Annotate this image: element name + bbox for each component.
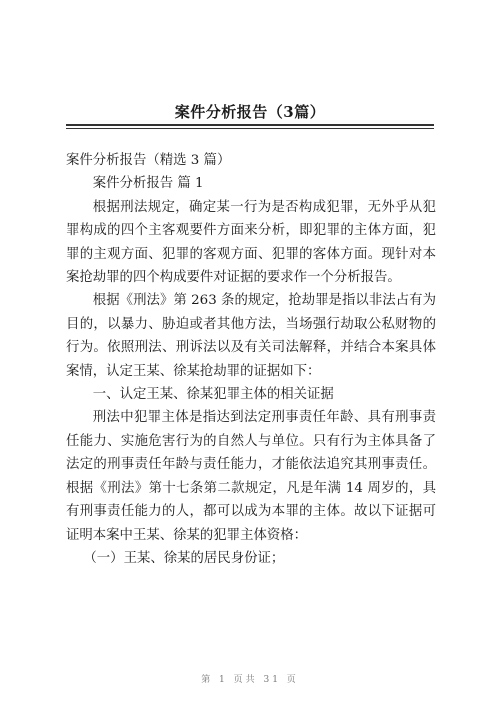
paragraph-3: 刑法中犯罪主体是指达到法定刑事责任年龄、具有刑事责任能力、实施危害行为的自然人与单位。只有行为主体具备了法定的刑事责任年龄与责任能力，才能依法追究其刑事责任。 根据《刑法》第十七条第二款规定，凡是年满 14 周岁的，具有刑事责任能力的人，都可以成为本罪的主体。故以下证据可证明本案中王某、徐某的犯罪主体资格： xyxy=(66,410,436,543)
document-subtitle: 案件分析报告（精选 3 篇） xyxy=(66,153,231,168)
list-item-1: （一）王某、徐某的居民身份证； xyxy=(83,550,285,566)
document-body xyxy=(66,149,436,570)
page-footer: 第 1 页共 31 页 xyxy=(201,675,299,685)
page-title: 案件分析报告（3篇） xyxy=(174,103,326,121)
subheading-1: 一、认定王某、徐某犯罪主体的相关证据 xyxy=(92,387,334,403)
title-divider-thin xyxy=(66,128,434,129)
title-divider-thick xyxy=(66,124,434,126)
paragraph-1: 根据刑法规定，确定某一行为是否构成犯罪，无外乎从犯罪构成的四个主客观要件方面来分析，即犯罪的主体方面，犯罪的主观方面、犯罪的客观方面、犯罪的客体方面。现针对本案抢劫罪的四个构成要件对证据的要求作一个分析报告。 xyxy=(66,199,436,286)
paragraph-2: 根据《刑法》第 263 条的规定，抢劫罪是指以非法占有为目的，以暴力、胁迫或者其他方法，当场强行劫取公私财物的行为。依照刑法、刑诉法以及有关司法解释，并结合本案具体案情，认定王某、徐某抢劫罪的证据如下： xyxy=(66,293,436,379)
section-heading: 案件分析报告 篇 1 xyxy=(92,176,204,192)
